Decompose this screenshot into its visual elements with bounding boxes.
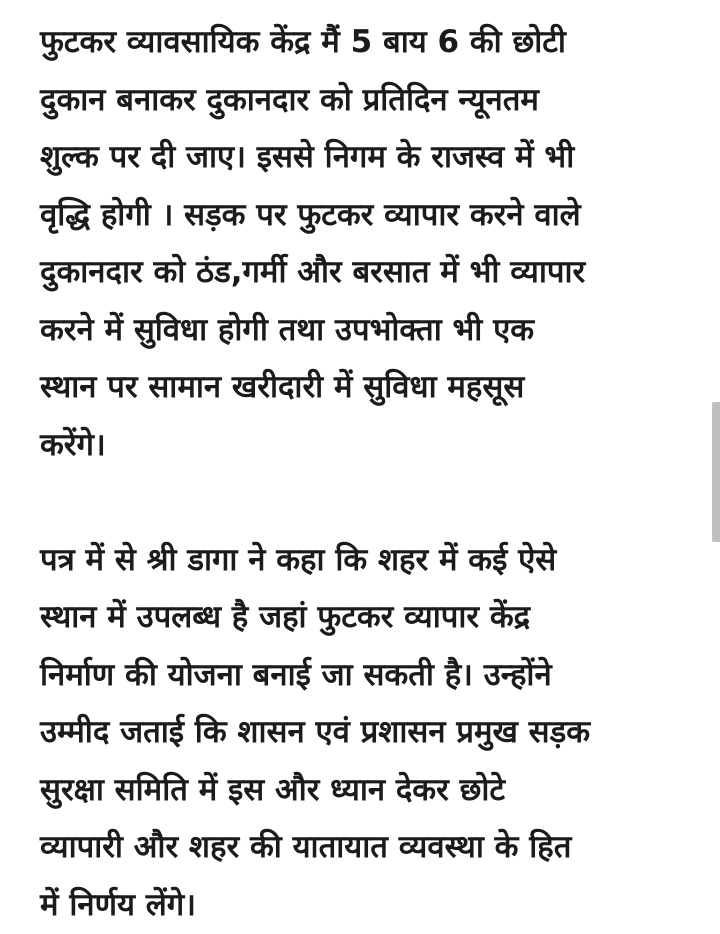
text-line: उम्मीद जताई कि शासन एवं प्रशासन प्रमुख सड़क xyxy=(40,704,700,762)
text-line: फुटकर व्यावसायिक केंद्र मैं 5 बाय 6 की छोटी xyxy=(40,14,700,72)
text-line: स्थान में उपलब्ध है जहां फुटकर व्यापार केंद्र xyxy=(40,589,700,647)
text-line: करेंगे। xyxy=(40,417,700,475)
text-line: पत्र में से श्री डागा ने कहा कि शहर में कई ऐसे xyxy=(40,532,700,590)
paragraph-spacer xyxy=(40,474,700,532)
text-line: शुल्क पर दी जाए। इससे निगम के राजस्व में भी xyxy=(40,129,700,187)
text-line: सुरक्षा समिति में इस और ध्यान देकर छोटे xyxy=(40,762,700,820)
text-line: करने में सुविधा होगी तथा उपभोक्ता भी एक xyxy=(40,302,700,360)
text-line: स्थान पर सामान खरीदारी में सुविधा महसूस xyxy=(40,359,700,417)
paragraph-2 xyxy=(40,532,700,934)
text-line: व्यापारी और शहर की यातायात व्यवस्था के हित xyxy=(40,819,700,877)
scrollbar-thumb[interactable] xyxy=(712,402,720,542)
text-line: दुकान बनाकर दुकानदार को प्रतिदिन न्यूनतम xyxy=(40,72,700,130)
text-line: दुकानदार को ठंड,गर्मी और बरसात में भी व्यापार xyxy=(40,244,700,302)
text-line: में निर्णय लेंगे। xyxy=(40,877,700,934)
article-body xyxy=(40,14,700,934)
text-line: वृद्धि होगी । सड़क पर फुटकर व्यापार करने वाले xyxy=(40,187,700,245)
text-line: निर्माण की योजना बनाई जा सकती है। उन्होंने xyxy=(40,647,700,705)
paragraph-1 xyxy=(40,14,700,474)
